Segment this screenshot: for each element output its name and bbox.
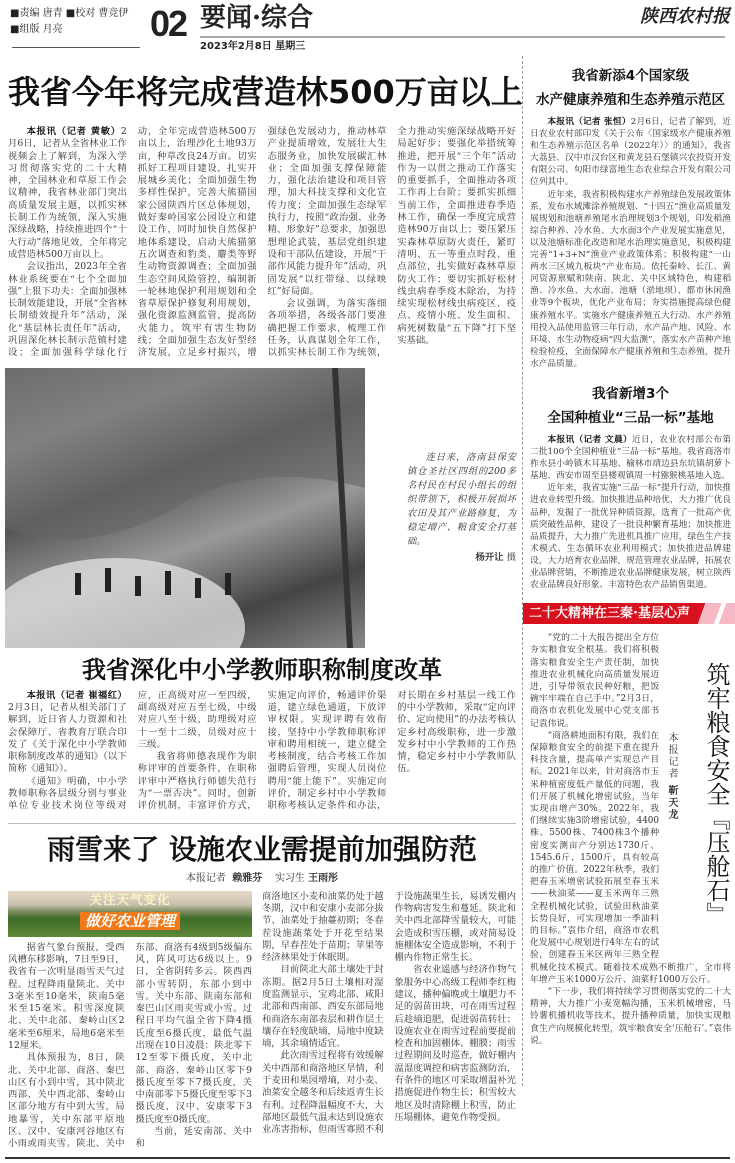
weather-banner (8, 891, 252, 937)
headline-aquaculture (530, 64, 731, 112)
banner-line2: 做好农业管理 (80, 912, 180, 930)
article-weather-body-left (8, 942, 252, 1151)
paragraph: 目前陕北大部土壤处于封冻期。据2月5日土壤相对湿度监测显示，宝鸡北部、咸阳北部和西南部、西安东部局地和商洛东南部表层和耕作层土壤存在轻度缺墒，局地中度缺墒，其余墒情适宜。 (262, 964, 384, 1050)
paragraph: 近日，农业农村部公布第二批100个全国种植业“三品一标”基地。我省商洛市柞水县小岭镇木耳基地、榆林市靖边县东坑镇胡萝卜基地、西安市周至县楼观镇周一村猕猴桃基地入选。 (530, 434, 732, 482)
divider (8, 823, 516, 824)
paragraph: 当前，延安南部、关中和 (135, 1126, 252, 1150)
paragraph: 2月6日，记者了解到，近日农业农村部印发《关于公布〈国家级水产健康养殖和生态养殖示范区名单（2022年）〉的通知》，我省大荔县、汉中市汉台区和黄龙县石堡镇兴农投资开发有限公司、旬阳市绿富地生态农业综合开发有限公司位列其中。 (530, 117, 731, 188)
paragraph: 《通知》明确，中小学教师职称各层级分别与事业单位专业技术岗位等级对应，正高级对应一至四级，副高级对应五至七级，中级对应八至十级，助理级对应十一至十二级，员级对应十三级。 (8, 689, 257, 812)
weather-section (8, 891, 516, 1151)
article-forest-body (8, 126, 516, 360)
feature-title-block (665, 662, 731, 952)
paragraph: 具体预报为，8日，陕北、关中北部、商洛、秦巴山区有小到中雪，其中陕北西部、关中西北部、秦岭山区部分地方有中到大雪，局地暴雪，关中东部平原地区、汉中、安康河谷地区有小雨或雨夹雪。陕北、关中东部、商洛有4级到5级偏东风，阵风可达6级以上。9日，全省阴转多云。陕西西部小雪转阴，东部小到中雪。关中东部、陕南东部和秦巴山区雨夹雪或小雪。过程日平均气温全省下降4摄氏度至6摄氏度，最低气温出现在10日凌晨：陕北零下12至零下摄氏度，关中北部、商洛、秦岭山区零下9摄氏度至零下7摄氏度，关中南部零下5摄氏度至零下3摄氏度，汉中、安康零下3摄氏度至0摄氏度。 (8, 941, 252, 1150)
article-lead: 本报讯（记者 文晨） (547, 434, 633, 445)
paragraph: “下一步，我们将持续学习贯彻落实党的二十大精神，大力推广小麦宽幅沟播，玉米机械增密，马铃薯机播机收等技术，提升播种质量，加快实现粮食生产向规模化转型，筑牢粮食安全‘压舱石’。”袁伟说。 (530, 987, 731, 1046)
paragraph: 据省气象台预报，受西风槽东移影响，7日至9日，我省有一次明显雨雪天气过程。过程降雨量陕北、关中3毫米至10毫米，陕南5毫米至15毫米。积雪深度陕北、关中北部、秦岭山区2毫米至6厘米，局地6毫米至12厘米。 (8, 941, 125, 1051)
photo-scene-icon (5, 368, 365, 648)
feature-banner (523, 603, 735, 624)
weather-left (8, 891, 252, 1151)
masthead (0, 0, 735, 56)
section-title: 要闻·综合 (200, 3, 314, 33)
byline-label: 本报记者 (666, 732, 677, 781)
weather-byline (8, 872, 516, 886)
feature-banner-label: 二十大精神在三秦·基层心声 (523, 603, 696, 624)
layout-editor-line: ■组版 月亮 (10, 24, 63, 35)
paragraph: 我省将师德表现作为职称评审的首要条件，在职称评审中严格执行师德失范行为“一票否决”。同时，创新评价机制，丰富评价方式，实施定向评价，畅通评价渠道，建立绿色通道，下放评审权限。实现评聘有效衔接，坚持中小学教师职称评审和聘用相统一，建立健全考核制度，结合考核工作加强聘后管理，实现人员岗位聘用“能上能下”。实施定向评价，制定乡村中小学教师职称考核认定条件和办法，对长期在乡村基层一线工作的中小学教师，采取“定向评价、定向使用”的办法考核认定乡村高级职称，进一步激发乡村中小学教师的工作热情，稳定乡村中小学教师队伍。 (137, 689, 516, 812)
editors-credit (10, 6, 128, 38)
paragraph: 近年来，我省实施“三品一标”提升行动，加快推进农业转型升级。加快推进品种培优，大力推广优良品种，发掘了一批优异种质资源，选育了一批高产优质突破性品种，建设了一批良种繁育基地；加快推进品质提升，大力推广先进机具推广应用，绿色生产技术模式、生态循环农业利用模式；加快推进品牌建设，大力培育农业品牌，规范管理农业品牌，拓展农业品牌营销，不断推进农业品牌健康发展，树立陕西农业品牌良好形象、丰富特色农产品销售渠道。 (530, 483, 731, 591)
paragraph: 2月3日，记者从相关部门了解到，近日省人力资源和社会保障厅、省教育厅联合印发了《关于深化中小学教师职称制度改革的通知》（以下简称《通知》）。 (8, 701, 127, 775)
article-weather-body-right (262, 891, 516, 1137)
issue-date: 2023年2月8日 星期三 (200, 41, 306, 52)
page-columns (0, 56, 735, 1151)
article-teacher-body (8, 690, 516, 813)
feature-title: 筑牢粮食安全『压舱石』 (702, 662, 730, 927)
banner-line1: 关注天气变化 (89, 891, 171, 907)
feature-body (530, 632, 731, 1047)
paragraph: 此次雨雪过程将有效缓解关中西部和商洛地区旱情，利于麦田和果园增墒，对小麦、油菜安全越冬和后续返青生长有利。过程降温幅度不大，大部地区最低气温未达到设施农业冻害指标，但雨雪寡照不利于设施蔬果生长，易诱发棚内作物病害发生和蔓延。陕北和关中西北部降雪量较大，可能会造成积雪压棚，或对简易设施棚体安全造成影响，不利于棚内作物正常生长。 (262, 890, 516, 1136)
header-rule (200, 36, 725, 38)
byline-label: 本报记者 (185, 872, 226, 884)
byline-name: 王雨彤 (308, 872, 339, 884)
byline-name: 赖雅芬 (232, 872, 263, 884)
banner-line2-wrap (8, 909, 252, 933)
photo-credit (407, 551, 516, 565)
paragraph: 2月6日，记者从全省林业工作视频会上了解到，为深入学习贯彻落实党的二十大精神，全国林业和草原工作会议精神，我省林业部门突出高质量发展主题，以抓实林长制工作为统领，深入实施深绿战略，持续推进四个“十大行动”落地见效，全年将完成营造林500万亩以上。 (8, 126, 127, 260)
news-photo (5, 368, 365, 648)
headline-forest: 我省今年将完成营造林500万亩以上 (8, 73, 523, 111)
paragraph: 省农业遥感与经济作物气象服务中心高级工程师李红梅建议，播种偏晚或土壤肥力不足的弱苗田块，可在雨雪过程后趁墒追肥，促进弱苗转壮；设施农业在雨雪过程前要提前检查和加固棚体、棚膜；雨雪过程期间及时巡查，做好棚内温湿度调控和病害监测防治，有条件的地区可采取增温补光措施促进作物生长；积雪较大地区及时清除棚上积雪，防止压塌棚体，避免作物受损。 (394, 964, 516, 1123)
caption-text: 连日来，洛南县保安镇仓圣社区四组的200多名村民在村民小组长的组织带领下，积极开展损坏农田及其产业路修复，为稳定增产、粮食安全打基础。 (407, 451, 516, 547)
paragraph: “党的二十大报告提出全方位夯实粮食安全根基。我们将积极落实粮食安全生产责任制，加快推进农业机械化向高质量发展迈进，引导带领农民种好粮，把饭碗牢牢端在自己手中。”2月3日，商洛市农机化发展中心党支部书记袁伟说。 (530, 633, 659, 729)
photo-caption (377, 451, 516, 565)
byline-name: 靳天龙 (666, 785, 677, 822)
headline-line: 水产健康养殖和生态养殖示范区 (536, 92, 725, 108)
paragraph: “商洛耕地面积有限，我们在保障粮食安全的前提下重在提升科技含量，提高单产实现总产目标。2021年以来，针对商洛市玉米种植密度低产量低的问题，我们开展了机械化增密试验，当年实现亩增产30%。2022年，我们继续实施3阶增密试验，4400株、5500株、7400株3个播种密度实测亩产分别达1730斤、1545.6斤、1500斤，具有较高的推广价值。2022年秋季，我们把春玉米增密试验拓展至春玉米——秋油菜——夏玉米两年三熟全程机械化试验，试验田秋油菜长势良好，可实现增加一季油料的目标。”袁伟介绍，商洛市农机化发展中心规划进行4年左右的试验，创建春玉米区两年三熟全程机械化技术模式。随着技术成熟不断推广，全市将年增产玉米1000万公斤、油菜籽1000万公斤。 (530, 730, 731, 985)
headline-teacher: 我省深化中小学教师职称制度改革 (82, 655, 442, 684)
paragraph: 会议强调，为落实落细各项举措，各级各部门要准确把握工作要求，梳理工作任务，认真谋划全年工作，以抓实林长制工作为统领，全力推动实施深绿战略开好局起好步；要强化举措统筹推进，把开展“三个年”活动作为一以贯之推动工作落实的重要抓手，全面推动各项工作再上台阶；要抓实抓细当前工作，全面推进春季造林工作，确保一季度完成营造林90万亩以上；要压紧压实森林草原防火责任，紧盯清明、五一等重点时段、重点部位，扎实做好森林草原防火工作；要切实抓好松材线虫病春季疫木除治，为持续实现松材线虫病疫区、疫点、疫情小班、发生面积、病死树数量“五下降”打下坚实基础。 (267, 126, 516, 359)
photographer: 杨开让 (475, 551, 504, 563)
headline-line: 我省新增3个 (592, 385, 669, 402)
page-number: 02 (150, 3, 187, 44)
article-lead: 本报讯（记者 黄敏） (26, 126, 121, 137)
byline-label: 实习生 (274, 872, 305, 884)
paragraph: 商洛地区小麦和油菜仍处于越冬期，汉中和安康小麦部分拔节、油菜处于抽薹初期；冬春茬设施蔬菜处于开花至结果期，早春茬处于苗期；苹果等经济林果处于休眠期。 (262, 890, 384, 964)
divider (12, 47, 140, 48)
paragraph: 近年来，我省积极构建水产养殖绿色发展政策体系，发布水域滩涂养殖规划、“十四五”渔业高质量发展规划和池塘养殖尾水治理规划3个规划，印发稻渔综合种养、冷水鱼、大水面3个产业发展实施意见，以及池塘标准化改造和尾水治理实施意见，积极构建完善“1+3+N”渔业产业政策体系；积极构建“一山两水三区域九板块”产业布局。依托秦岭、长江、黄河资源禀赋和陕南、陕北、关中区域特色，构建稻渔、冷水鱼、大水面、池塘（淤地坝）、都市休闲渔业等9个板块，优化产业布局；夯实措施提高绿色健康养殖水平。实施水产健康养殖五大行动、水产养殖用投入品使用监管三年行动，水产品产地、风险、水环境、水生动物疫病“四大监测”，落实水产苗种产地检验检疫，全面保障水产健康养殖和生态养殖，提升水产品质量。 (530, 189, 731, 369)
headline-line: 全国种植业“三品一标”基地 (547, 409, 714, 426)
left-column (0, 56, 522, 1151)
photo-row (8, 368, 516, 648)
editors-line: ■责编 唐青 ■校对 曹竞伊 (10, 8, 129, 19)
right-column (522, 56, 735, 1086)
article-lead: 本报讯（记者 崔福红） (26, 689, 127, 701)
credit-suffix: 摄 (506, 551, 516, 563)
headline-weather: 雨雪来了 设施农业需提前加强防范 (47, 832, 477, 866)
article-lead: 本报讯（记者 张恒） (547, 117, 631, 127)
newspaper-logo: 陕西农村报 (640, 6, 730, 27)
page-bottom-rule (5, 1157, 730, 1159)
headline-sanpin (530, 382, 731, 430)
headline-line: 我省新添4个国家级 (571, 68, 690, 84)
article-aquaculture-body (530, 116, 731, 370)
banner-stripe (696, 603, 735, 624)
article-sanpin-body (530, 434, 731, 591)
paragraph: 会议指出，2023年全省林业系统要在“七个全面加强”上狠下功夫：全面加强林长制效能建设，开展“全省林长制绩效提升年”活动，深化“基层林长责任年”活动，巩固深化林长制示范镇村建设；全面加强科学绿化行动，全年完成营造林500万亩以上，治理沙化土地93万亩，种草改良24万亩。切实抓好工程项目建设，扎实开展城乡美化；全面加强生物多样性保护，完善大熊猫国家公园陕西片区总体规划，做好秦岭国家公园设立和建设工作，同时加快自然保护地体系建设，启动大熊猫第五次调查和豹类、麝类等野生动物资源调查；全面加强生态空间风险管控，编制新一轮林地保护利用规划和全省草原保护修复利用规划，强化资源监测监管，提高防火能力，筑牢有害生物防线；全面加强生态友好型经济发展，立足乡村振兴，增强绿色发展动力，推动林草产业提质增效，发展壮大生态服务业，加快发展碳汇林业；全面加强支撑保障能力，强化法治建设和项目管理，加大科技支撑和文化宣传力度；全面加强生态绿军执行力，按照“政治强、业务精、形象好”总要求，加强思想理论武装，基层党组织建设和干部队伍建设，开展“干部作风能力提升年”活动，巩固发展“以红带绿、以绿映红”好局面。 (8, 126, 387, 359)
feature-byline (665, 732, 677, 821)
